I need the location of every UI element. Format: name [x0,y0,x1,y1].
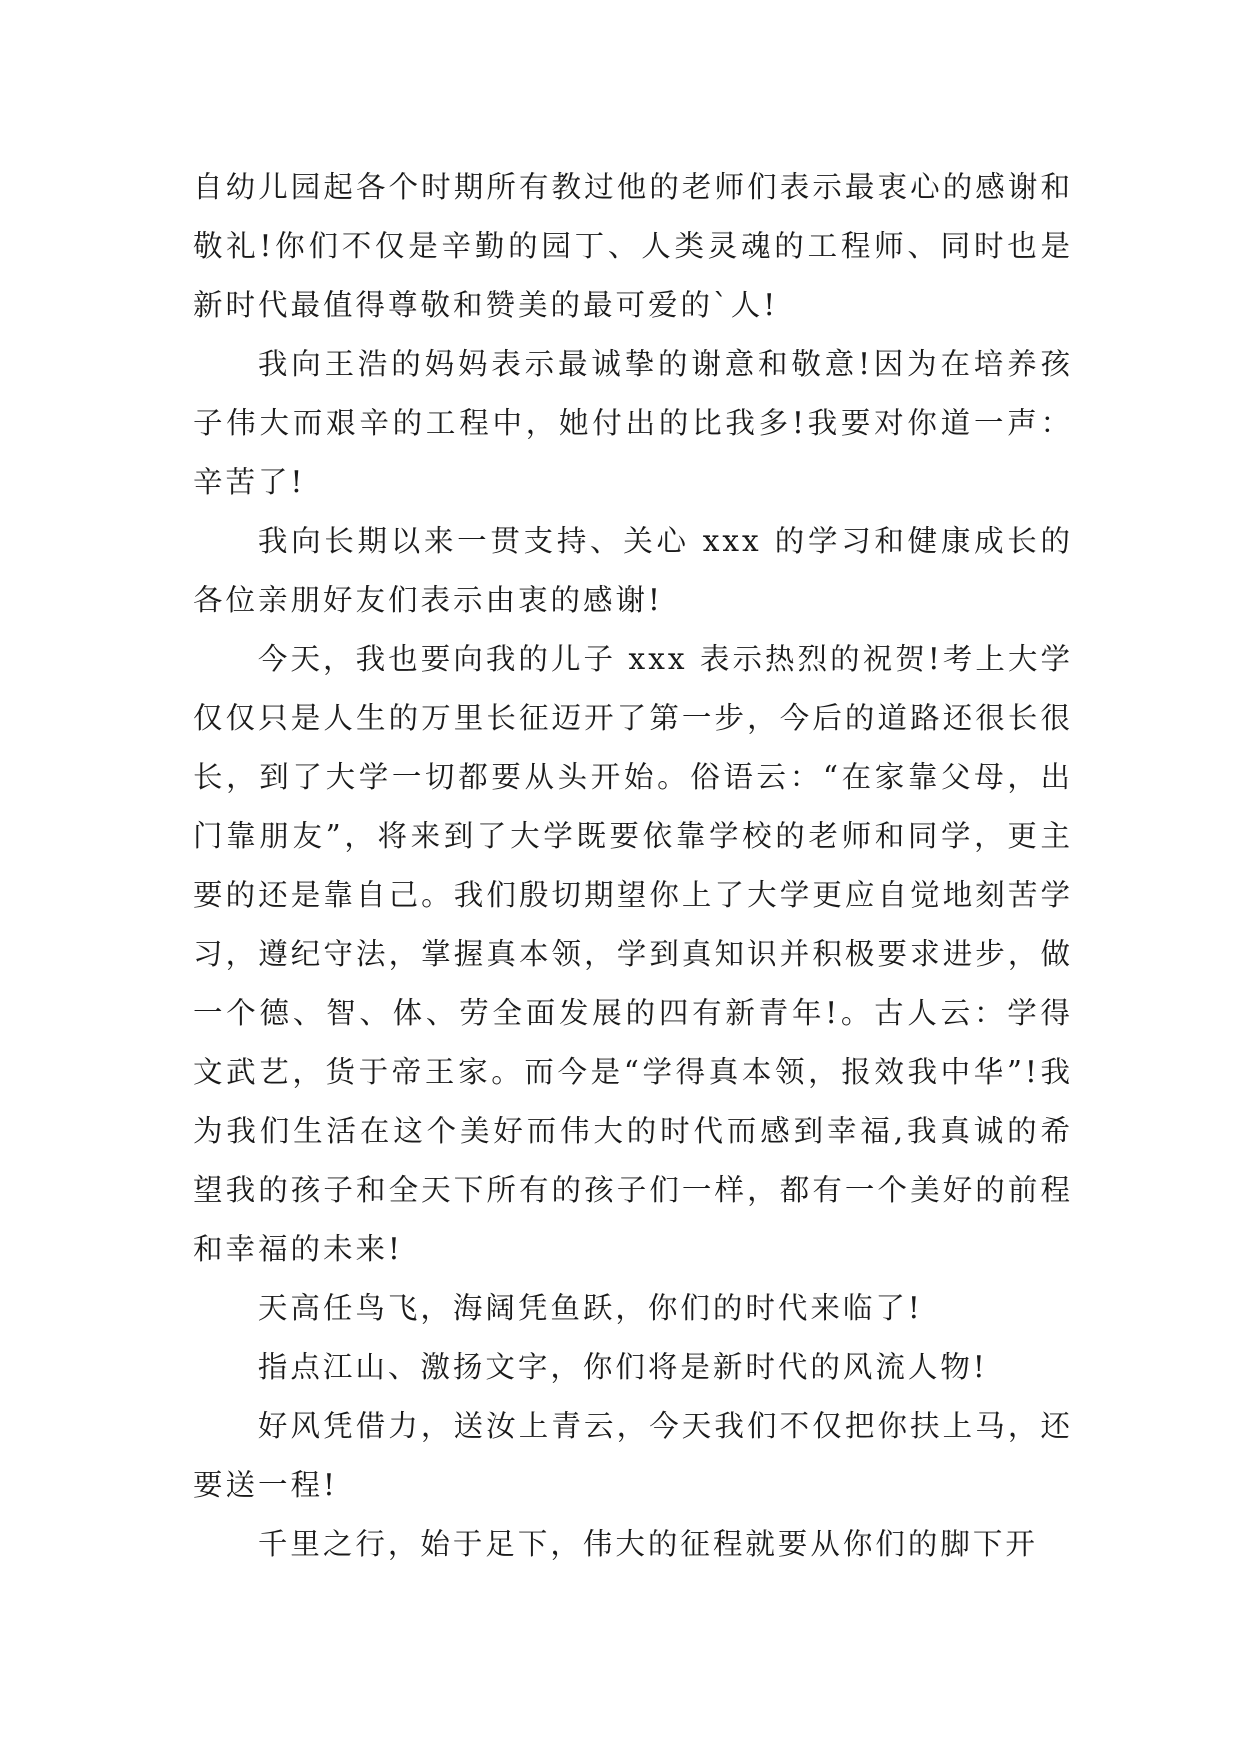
paragraph-6: 指点江山、激扬文字，你们将是新时代的风流人物! [257,1350,988,1384]
paragraph-5: 天高任鸟飞，海阔凭鱼跃，你们的时代来临了! [257,1291,923,1325]
paragraph-1: 自幼儿园起各个时期所有教过他的老师们表示最衷心的感谢和敬礼!你们不仅是辛勤的园丁、人类灵魂的工程师、同时也是新时代最值得尊敬和赞美的最可爱的`人! [193,170,1073,322]
paragraph-4: 今天，我也要向我的儿子 xxx 表示热烈的祝贺!考上大学仅仅只是人生的万里长征迈开了第一步，今后的道路还很长很长，到了大学一切都要从头开始。俗语云：“在家靠父母，出门靠朋友”，将来到了大学既要依靠学校的老师和同学，更主要的还是靠自己。我们殷切期望你上了大学更应自觉地刻苦学习，遵纪守法，掌握真本领，学到真知识并积极要求进步，做一个德、智、体、劳全面发展的四有新青年!。古人云：学得文武艺，货于帝王家。而今是“学得真本领，报效我中华”!我为我们生活在这个美好而伟大的时代而感到幸福,我真诚的希望我的孩子和全天下所有的孩子们一样，都有一个美好的前程和幸福的未来! [193,642,1073,1266]
paragraph-8: 千里之行，始于足下，伟大的征程就要从你们的脚下开 [257,1527,1038,1561]
document-body [193,158,1073,1574]
paragraph-7: 好风凭借力，送汝上青云，今天我们不仅把你扶上马，还要送一程! [193,1409,1073,1502]
paragraph-2: 我向王浩的妈妈表示最诚挚的谢意和敬意!因为在培养孩子伟大而艰辛的工程中，她付出的比我多!我要对你道一声：辛苦了! [193,347,1073,499]
paragraph-3: 我向长期以来一贯支持、关心 xxx 的学习和健康成长的各位亲朋好友们表示由衷的感谢! [193,524,1073,617]
